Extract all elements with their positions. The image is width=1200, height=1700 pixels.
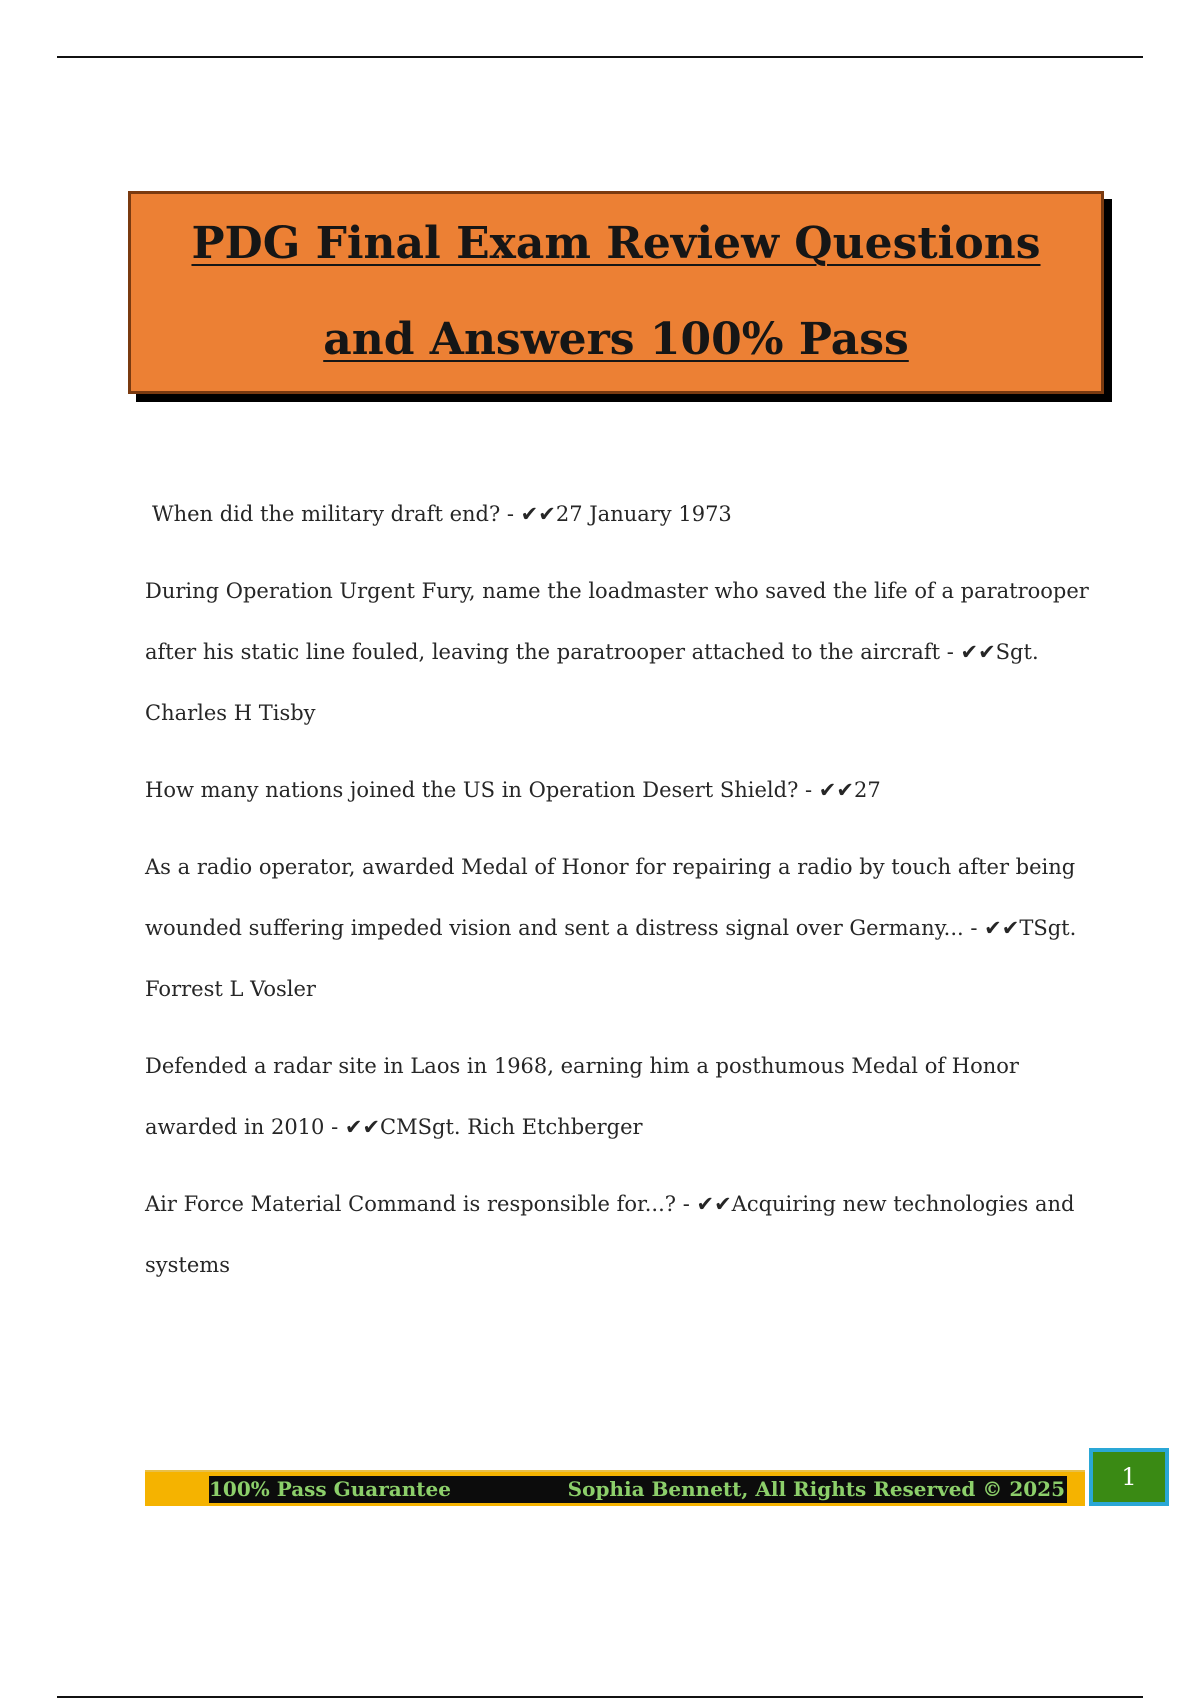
footer-inner-band [209,1476,1067,1503]
question-item: Air Force Material Command is responsible for...? - ✔✔Acquiring new technologies and systems [145,1192,1075,1277]
page-number-box: 1 [1089,1448,1169,1506]
question-item: During Operation Urgent Fury, name the loadmaster who saved the life of a paratrooper after his static line fouled, leaving the paratrooper attached to the aircraft - ✔✔Sgt. Charles H Tisby [145,579,1089,725]
footer-bar [145,1470,1085,1506]
title-line-2: and Answers 100% Pass [323,314,909,365]
title-box [128,191,1104,394]
question-item: When did the military draft end? - ✔✔27 January 1973 [152,502,732,526]
footer-copyright-text: Sophia Bennett, All Rights Reserved © 2025 [567,1477,1065,1501]
title-banner [128,191,1108,398]
bottom-rule [57,1696,1143,1698]
question-item: As a radio operator, awarded Medal of Honor for repairing a radio by touch after being wounded suffering impeded vision and sent a distress signal over Germany... - ✔✔TSgt. Forrest L Vosler [145,855,1077,1001]
question-list [145,484,1105,1312]
question-item: How many nations joined the US in Operation Desert Shield? - ✔✔27 [145,778,881,802]
top-rule [57,56,1143,58]
footer-guarantee-text: 100% Pass Guarantee [209,1477,451,1501]
question-item: Defended a radar site in Laos in 1968, earning him a posthumous Medal of Honor awarded in 2010 - ✔✔CMSgt. Rich Etchberger [145,1054,1019,1139]
title-line-1: PDG Final Exam Review Questions [191,218,1041,269]
